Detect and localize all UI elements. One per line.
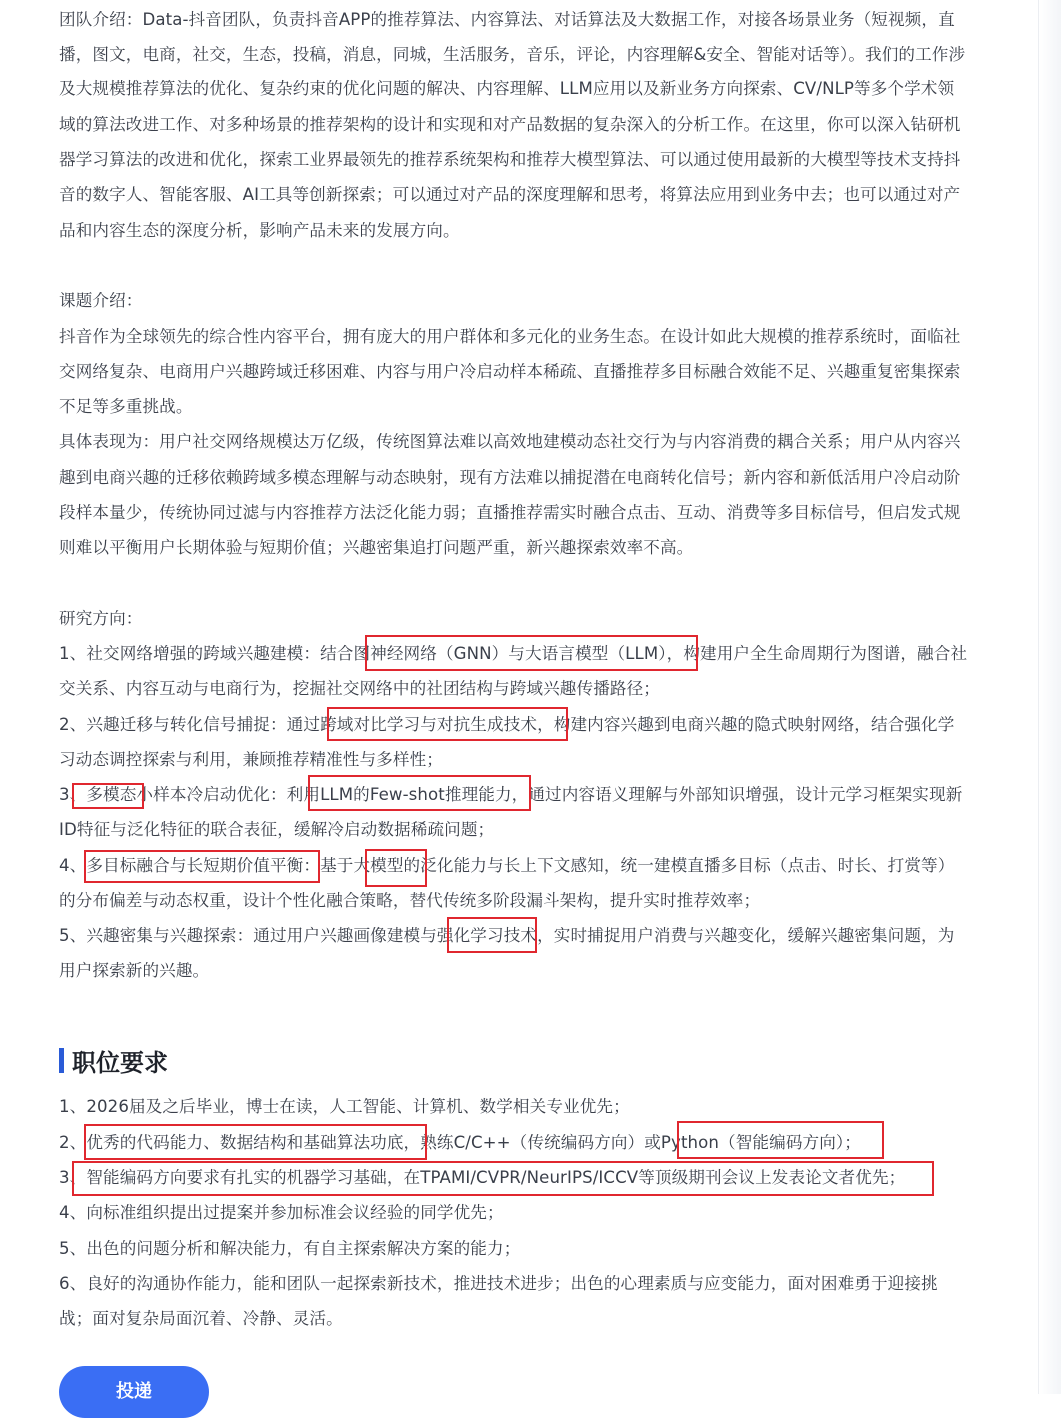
topic-intro-heading: 课题介绍： xyxy=(59,291,143,310)
research-heading: 研究方向： xyxy=(59,609,143,628)
research-line: 习动态调控探索与利用，兼顾推荐精准性与多样性； xyxy=(59,750,443,769)
requirement-item: 3、智能编码方向要求有扎实的机器学习基础，在TPAMI/CVPR/NeurIPS/ICCV等顶级期刊会议上发表论文者优先； xyxy=(59,1168,906,1187)
team-intro-line: 播，图文，电商，社交，生态，投稿，消息，同城，生活服务，音乐，评论，内容理解&安全、智能对话等）。我们的工作涉 xyxy=(59,45,966,64)
requirement-item: 5、出色的问题分析和解决能力，有自主探索解决方案的能力； xyxy=(59,1239,521,1258)
page-scroll-edge xyxy=(1038,0,1061,1394)
requirements-section-title xyxy=(59,1040,168,1080)
topic-intro-line: 交网络复杂、电商用户兴趣跨域迁移困难、内容与用户冷启动样本稀疏、直播推荐多目标融合效能不足、兴趣重复密集探索 xyxy=(59,362,961,381)
topic-intro-line: 抖音作为全球领先的综合性内容平台，拥有庞大的用户群体和多元化的业务生态。在设计如此大规模的推荐系统时，面临社 xyxy=(59,327,961,346)
topic-intro-line: 不足等多重挑战。 xyxy=(59,397,193,416)
research-line: ID特征与泛化特征的联合表征，缓解冷启动数据稀疏问题； xyxy=(59,820,495,839)
apply-button[interactable]: 投递 xyxy=(59,1366,209,1418)
research-line: 1、社交网络增强的跨域兴趣建模：结合图神经网络（GNN）与大语言模型（LLM），构建用户全生命周期行为图谱，融合社 xyxy=(59,644,968,663)
research-line: 用户探索新的兴趣。 xyxy=(59,961,210,980)
section-accent-bar xyxy=(59,1048,64,1073)
requirement-item: 6、良好的沟通协作能力，能和团队一起探索新技术，推进技术进步；出色的心理素质与应变能力，面对困难勇于迎接挑 xyxy=(59,1274,938,1293)
topic-intro-line: 具体表现为：用户社交网络规模达万亿级，传统图算法难以高效地建模动态社交行为与内容消费的耦合关系；用户从内容兴 xyxy=(59,432,961,451)
requirements-title: 职位要求 xyxy=(72,1048,168,1077)
requirement-item: 战；面对复杂局面沉着、冷静、灵活。 xyxy=(59,1309,343,1328)
research-line: 4、多目标融合与长短期价值平衡：基于大模型的泛化能力与长上下文感知，统一建模直播多目标（点击、时长、打赏等） xyxy=(59,856,955,875)
topic-intro-line: 趣到电商兴趣的迁移依赖跨域多模态理解与动态映射，现有方法难以捕捉潜在电商转化信号；新内容和新低活用户冷启动阶 xyxy=(59,468,961,487)
team-intro-line: 器学习算法的改进和优化，探索工业界最领先的推荐系统架构和推荐大模型算法、可以通过使用最新的大模型等技术支持抖 xyxy=(59,150,961,169)
team-intro-line: 域的算法改进工作、对多种场景的推荐架构的设计和实现和对产品数据的复杂深入的分析工作。在这里，你可以深入钻研机 xyxy=(59,115,961,134)
research-line: 5、兴趣密集与兴趣探索：通过用户兴趣画像建模与强化学习技术，实时捕捉用户消费与兴趣变化，缓解兴趣密集问题，为 xyxy=(59,926,955,945)
requirement-item: 2、优秀的代码能力、数据结构和基础算法功底，熟练C/C++（传统编码方向）或Python（智能编码方向）； xyxy=(59,1133,861,1152)
requirement-item: 1、2026届及之后毕业，博士在读，人工智能、计算机、数学相关专业优先； xyxy=(59,1097,630,1116)
topic-intro-line: 段样本量少，传统协同过滤与内容推荐方法泛化能力弱；直播推荐需实时融合点击、互动、消费等多目标信号，但启发式规 xyxy=(59,503,961,522)
requirement-item: 4、向标准组织提出过提案并参加标准会议经验的同学优先； xyxy=(59,1203,504,1222)
research-line: 3、多模态小样本冷启动优化：利用LLM的Few-shot推理能力，通过内容语义理解与外部知识增强，设计元学习框架实现新 xyxy=(59,785,963,804)
research-line: 2、兴趣迁移与转化信号捕捉：通过跨域对比学习与对抗生成技术，构建内容兴趣到电商兴趣的隐式映射网络，结合强化学 xyxy=(59,715,955,734)
research-line: 交关系、内容互动与电商行为，挖掘社交网络中的社团结构与跨域兴趣传播路径； xyxy=(59,679,660,698)
team-intro-line: 及大规模推荐算法的优化、复杂约束的优化问题的解决、内容理解、LLM应用以及新业务方向探索、CV/NLP等多个学术领 xyxy=(59,79,955,98)
team-intro-line: 团队介绍：Data-抖音团队，负责抖音APP的推荐算法、内容算法、对话算法及大数据工作，对接各场景业务（短视频，直 xyxy=(59,10,955,29)
topic-intro-line: 则难以平衡用户长期体验与短期价值；兴趣密集追打问题严重，新兴趣探索效率不高。 xyxy=(59,538,694,557)
team-intro-line: 音的数字人、智能客服、AI工具等创新探索；可以通过对产品的深度理解和思考，将算法应用到业务中去；也可以通过对产 xyxy=(59,185,961,204)
team-intro-line: 品和内容生态的深度分析，影响产品未来的发展方向。 xyxy=(59,221,460,240)
research-line: 的分布偏差与动态权重，设计个性化融合策略，替代传统多阶段漏斗架构，提升实时推荐效率； xyxy=(59,891,761,910)
